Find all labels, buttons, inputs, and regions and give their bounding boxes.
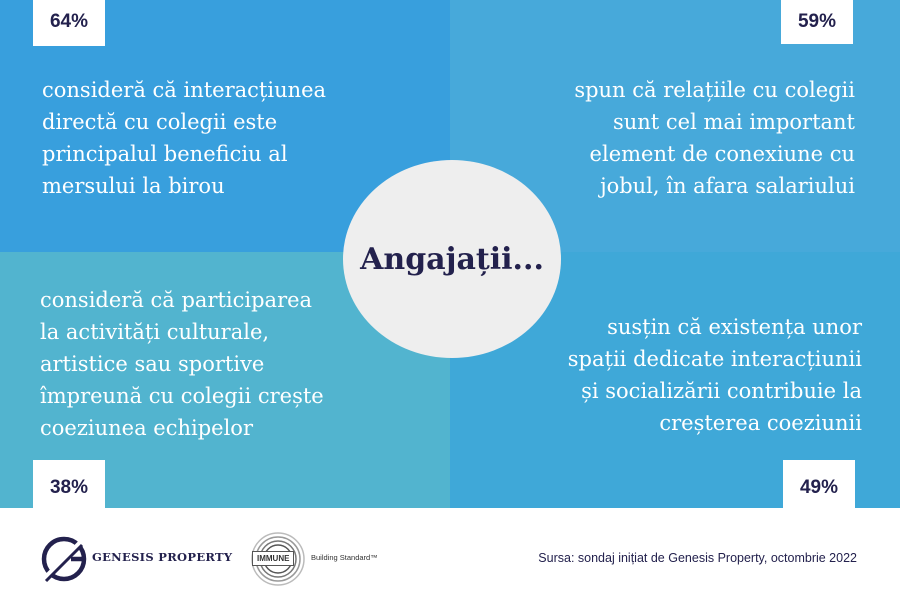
statement-line: directă cu colegii este (42, 110, 278, 134)
statement-bottom-left (40, 284, 370, 444)
statement-line: mersului la birou (42, 174, 225, 198)
statement-line: consideră că interacțiunea (42, 78, 327, 102)
center-circle (343, 160, 561, 358)
statement-line: coeziunea echipelor (40, 416, 253, 440)
percent-badge-bottom-left: 38% (33, 460, 105, 508)
genesis-property-logo-icon (40, 535, 88, 583)
statement-line: spații dedicate interacțiunii (567, 347, 862, 371)
percent-badge-top-left: 64% (33, 0, 105, 46)
statement-line: spun că relațiile cu colegii (574, 78, 855, 102)
statement-bottom-right (515, 311, 862, 439)
statement-line: element de conexiune cu (589, 142, 855, 166)
statement-line: la activități culturale, (40, 320, 270, 344)
statement-line: susțin că existența unor (607, 315, 862, 339)
percent-badge-top-right: 59% (781, 0, 853, 44)
source-note: Sursa: sondaj inițiat de Genesis Property, octombrie 2022 (538, 551, 857, 565)
statement-line: și socializării contribuie la (581, 379, 862, 403)
statement-line: consideră că participarea (40, 288, 313, 312)
statement-line: jobul, în afara salariului (600, 174, 855, 198)
statement-line: sunt cel mai important (612, 110, 855, 134)
center-title: Angajații... (360, 241, 544, 277)
statement-top-left (42, 74, 382, 202)
statement-line: artistice sau sportive (40, 352, 265, 376)
statement-line: împreună cu colegii crește (40, 384, 324, 408)
percent-badge-bottom-right: 49% (783, 460, 855, 508)
genesis-property-logo-text: GENESIS PROPERTY (92, 550, 233, 564)
statement-line: creșterea coeziunii (659, 411, 862, 435)
immune-logo-subtitle: Building Standard™ (311, 553, 378, 562)
statement-top-right (520, 74, 855, 202)
immune-logo-text: IMMUNE (252, 551, 294, 566)
statement-line: principalul beneficiu al (42, 142, 288, 166)
